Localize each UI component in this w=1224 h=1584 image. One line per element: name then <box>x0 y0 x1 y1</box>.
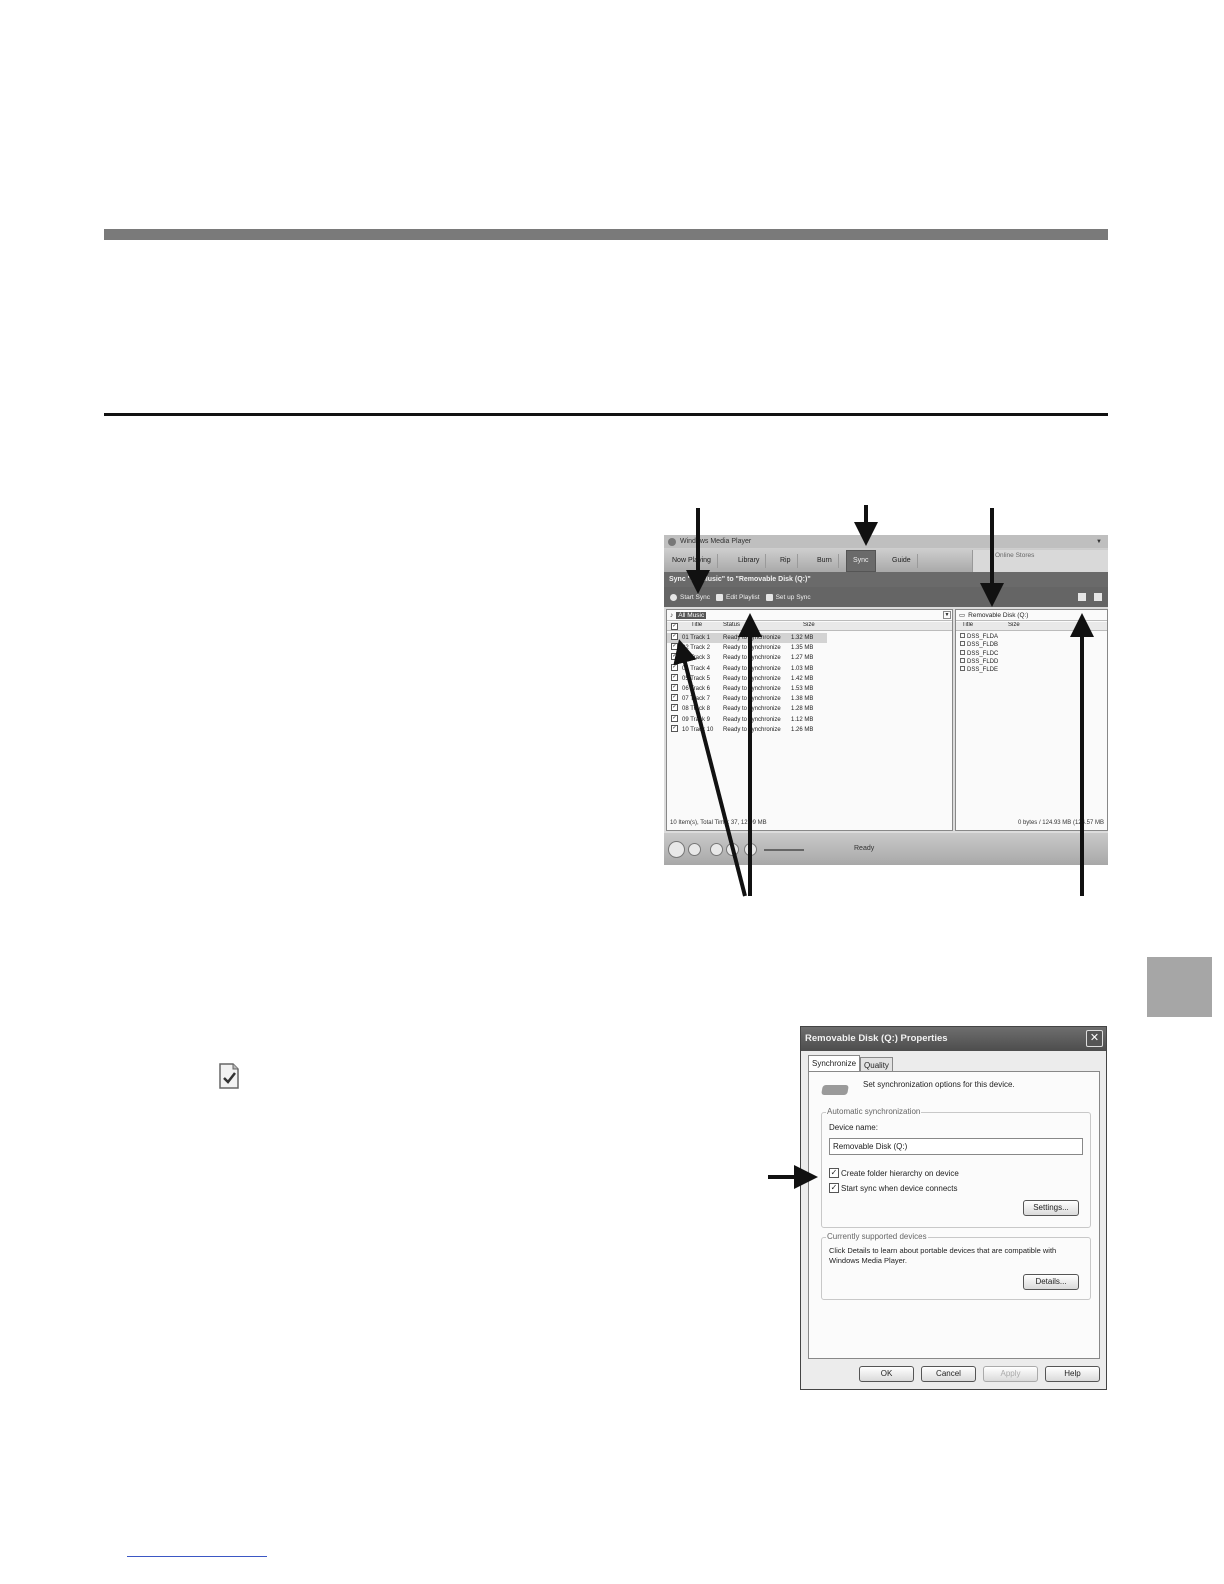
expand-icon[interactable] <box>960 666 965 671</box>
track-size: 1.27 MB <box>791 655 814 662</box>
device-list-header <box>956 622 1107 631</box>
device-name-field[interactable]: Removable Disk (Q:) <box>829 1138 1083 1155</box>
start-sync-label: Start Sync <box>680 593 710 601</box>
sync-list-header <box>667 622 952 631</box>
device-selector[interactable] <box>956 610 1107 621</box>
table-row[interactable] <box>667 725 827 735</box>
media-player-window <box>664 535 1108 865</box>
track-checkbox[interactable]: ✓ <box>672 653 677 660</box>
track-size: 1.53 MB <box>791 686 814 692</box>
sync-header: Sync "All Music" to "Removable Disk (Q:)" <box>664 572 1108 587</box>
track-status: Ready to synchronize <box>723 635 781 641</box>
track-checkbox[interactable]: ✓ <box>672 684 677 690</box>
track-size: 1.42 MB <box>791 675 814 682</box>
device-column-size[interactable]: Size <box>1008 622 1020 628</box>
tab-synchronize[interactable]: Synchronize <box>808 1055 860 1073</box>
settings-button[interactable]: Settings... <box>1023 1200 1079 1216</box>
tab-quality[interactable]: Quality <box>860 1057 893 1073</box>
track-status: Ready to synchronize <box>723 686 781 692</box>
table-row[interactable] <box>667 653 827 663</box>
column-status[interactable]: Status <box>723 622 741 628</box>
track-title: 06 Track 6 <box>682 686 711 692</box>
playlist-selector-value: All Music <box>678 611 705 619</box>
close-icon[interactable]: ✕ <box>1086 1030 1103 1047</box>
start-sync-checkbox[interactable]: ✓ <box>830 1183 838 1192</box>
tab-library[interactable]: Library <box>732 554 766 568</box>
device-properties-dialog <box>800 1026 1107 1390</box>
sync-list-summary: 10 Item(s), Total Time: 37, 12.99 MB <box>670 820 767 826</box>
tab-sync[interactable]: Sync <box>846 550 876 572</box>
track-status: Ready to synchronize <box>723 726 781 733</box>
auto-sync-group-label: Automatic synchronization <box>827 1107 921 1116</box>
edit-playlist-button[interactable] <box>716 594 760 601</box>
device-properties-icon[interactable] <box>1078 593 1086 601</box>
track-status: Ready to synchronize <box>723 645 781 652</box>
track-title: 02 Track 2 <box>682 645 711 652</box>
track-title: 05 Track 5 <box>682 675 711 682</box>
supported-devices-text-1: Click Details to learn about portable devices that are compatible with <box>829 1246 1057 1255</box>
create-folder-label: Create folder hierarchy on device <box>841 1169 959 1178</box>
chevron-down-icon[interactable]: ▼ <box>944 612 950 618</box>
help-button[interactable]: Help <box>1045 1366 1100 1382</box>
expand-icon[interactable] <box>960 633 965 638</box>
table-row[interactable] <box>667 674 827 684</box>
track-size: 1.38 MB <box>791 696 814 703</box>
folder-item[interactable] <box>960 658 998 666</box>
tab-rip[interactable]: Rip <box>774 554 798 568</box>
folder-name: DSS_FLDD <box>967 658 999 665</box>
folder-item[interactable] <box>960 666 998 674</box>
section-grey-rule <box>104 229 1108 240</box>
table-row[interactable] <box>667 664 827 674</box>
expand-icon[interactable] <box>960 650 965 655</box>
track-title: 03 Track 3 <box>682 655 711 662</box>
setup-icon <box>766 594 773 601</box>
track-checkbox[interactable]: ✓ <box>672 714 677 721</box>
track-status: Ready to synchronize <box>723 675 781 682</box>
music-note-icon: ♪ <box>670 611 674 619</box>
folder-icon[interactable] <box>1094 593 1102 601</box>
track-size: 1.32 MB <box>791 635 814 641</box>
folder-name: DSS_FLDB <box>967 642 999 649</box>
table-row[interactable] <box>667 684 827 694</box>
tab-guide[interactable]: Guide <box>886 554 918 568</box>
edit-playlist-label: Edit Playlist <box>725 593 760 601</box>
device-column-title[interactable]: Title <box>962 622 974 628</box>
track-checkbox[interactable]: ✓ <box>672 704 677 711</box>
ok-button[interactable]: OK <box>859 1366 914 1382</box>
folder-item[interactable] <box>960 641 998 649</box>
stop-button[interactable] <box>688 843 701 856</box>
sync-settings-icon <box>218 1062 240 1090</box>
track-size: 1.26 MB <box>791 726 814 733</box>
track-title: 10 Track 10 <box>682 726 714 733</box>
track-title: 01 Track 1 <box>682 635 711 641</box>
playlist-icon <box>716 594 723 601</box>
track-checkbox[interactable]: ✓ <box>672 643 677 650</box>
cancel-button[interactable]: Cancel <box>921 1366 976 1382</box>
mute-button[interactable] <box>744 843 757 856</box>
track-size: 1.28 MB <box>791 706 814 713</box>
section-black-rule <box>104 413 1108 416</box>
player-window-title: Windows Media Player <box>680 538 752 545</box>
column-title[interactable]: Title <box>691 622 703 628</box>
device-pane <box>955 609 1108 831</box>
track-status: Ready to synchronize <box>723 696 781 703</box>
start-sync-button[interactable] <box>670 594 710 601</box>
folder-name: DSS_FLDA <box>967 634 999 640</box>
folder-item[interactable] <box>960 633 998 641</box>
sync-icon <box>670 594 677 601</box>
set-up-sync-button[interactable] <box>766 594 811 601</box>
apply-button[interactable]: Apply <box>983 1366 1038 1382</box>
synchronize-tab-panel <box>808 1071 1100 1359</box>
supported-devices-text-2: Windows Media Player. <box>829 1256 907 1265</box>
removable-drive-icon <box>821 1085 849 1095</box>
table-row[interactable] <box>667 643 827 653</box>
folder-name: DSS_FLDE <box>967 667 999 674</box>
set-up-sync-label: Set up Sync <box>775 593 811 601</box>
device-capacity: 0 bytes / 124.93 MB (124.57 MB <box>1017 820 1104 826</box>
player-task-tabs <box>664 548 1108 572</box>
previous-button[interactable] <box>710 843 723 856</box>
dialog-title: Removable Disk (Q:) Properties <box>801 1027 1106 1051</box>
online-stores-button[interactable]: Online Stores <box>972 550 1108 572</box>
select-all-checkbox[interactable]: ✓ <box>672 623 677 629</box>
track-status: Ready to synchronize <box>723 706 781 713</box>
tab-now-playing[interactable]: Now Playing <box>666 554 718 568</box>
footer-link-underline <box>127 1556 267 1557</box>
create-folder-checkbox[interactable]: ✓ <box>830 1168 838 1177</box>
device-selector-value: Removable Disk (Q:) <box>968 611 1029 619</box>
table-row[interactable] <box>667 715 827 725</box>
playback-controls <box>664 833 1108 865</box>
device-name-label: Device name: <box>829 1123 878 1132</box>
track-status: Ready to synchronize <box>723 655 781 662</box>
track-title: 08 Track 8 <box>682 706 711 713</box>
volume-slider[interactable] <box>764 849 804 851</box>
table-row[interactable] <box>667 633 827 643</box>
details-button[interactable]: Details... <box>1023 1274 1079 1290</box>
player-status: Ready <box>854 845 875 852</box>
table-row[interactable] <box>667 694 827 704</box>
sync-toolbar <box>664 587 1108 607</box>
track-size: 1.12 MB <box>791 716 814 723</box>
sync-list-pane <box>666 609 953 831</box>
folder-name: DSS_FLDC <box>967 650 999 657</box>
next-button[interactable] <box>726 843 739 856</box>
track-checkbox[interactable]: ✓ <box>672 663 677 670</box>
track-title: 04 Track 4 <box>682 665 711 672</box>
play-button[interactable] <box>668 841 685 858</box>
track-checkbox[interactable]: ✓ <box>672 673 677 680</box>
track-size: 1.35 MB <box>791 645 814 652</box>
drive-icon: ▭ <box>959 612 966 619</box>
track-checkbox[interactable]: ✓ <box>672 724 677 731</box>
dialog-tabs <box>808 1055 893 1071</box>
track-status: Ready to synchronize <box>723 716 781 723</box>
supported-devices-group-label: Currently supported devices <box>827 1232 927 1241</box>
folder-item[interactable] <box>960 650 998 658</box>
track-checkbox[interactable]: ✓ <box>672 694 677 701</box>
start-sync-label: Start sync when device connects <box>841 1184 958 1193</box>
track-title: 09 Track 9 <box>682 716 711 723</box>
column-size[interactable]: Size <box>803 622 815 628</box>
chevron-down-icon[interactable]: ▼ <box>1096 538 1102 545</box>
track-status: Ready to synchronize <box>723 665 781 672</box>
playlist-selector[interactable] <box>667 610 952 621</box>
player-title-bar <box>664 535 1108 548</box>
player-logo-icon <box>668 538 676 546</box>
track-checkbox[interactable]: ✓ <box>672 633 677 639</box>
dialog-description: Set synchronization options for this device. <box>863 1080 1015 1089</box>
tab-burn[interactable]: Burn <box>811 554 839 568</box>
chapter-side-tab <box>1147 957 1212 1017</box>
table-row[interactable] <box>667 704 827 714</box>
track-title: 07 Track 7 <box>682 696 711 703</box>
expand-icon[interactable] <box>960 658 965 663</box>
expand-icon[interactable] <box>960 641 965 646</box>
track-size: 1.03 MB <box>791 665 814 672</box>
